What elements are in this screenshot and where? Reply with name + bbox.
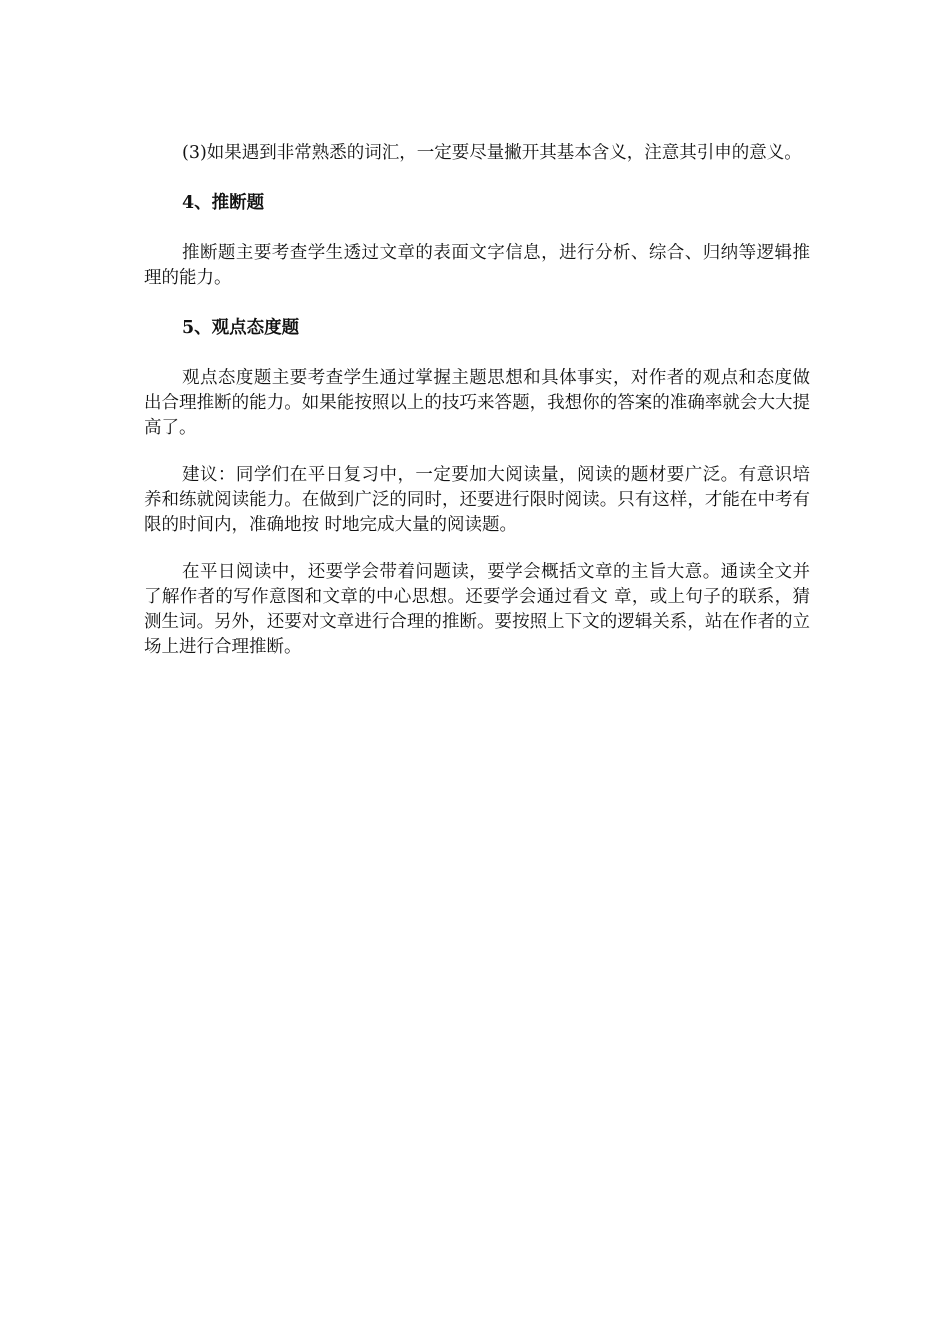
heading-opinion-attitude-questions: 5、观点态度题 (182, 318, 300, 338)
paragraph-vocabulary-tip: (3)如果遇到非常熟悉的词汇，一定要尽量撇开其基本含义，注意其引申的意义。 (182, 143, 802, 163)
heading-inference-questions: 4、推断题 (182, 193, 265, 213)
paragraph-daily-reading-advice: 在平日阅读中，还要学会带着问题读，要学会概括文章的主旨大意。通读全文并了解作者的写作意图和文章的中心思想。还要学会通过看文 章，或上句子的联系，猜测生词。另外，还要对文章进行合理的推断。要按照上下文的逻辑关系，站在作者的立场上进行合理推断。 (144, 562, 810, 657)
paragraph-inference-description: 推断题主要考查学生透过文章的表面文字信息，进行分析、综合、归纳等逻辑推理的能力。 (144, 243, 810, 288)
paragraph-opinion-attitude-description: 观点态度题主要考查学生通过掌握主题思想和具体事实，对作者的观点和态度做出合理推断的能力。如果能按照以上的技巧来答题，我想你的答案的准确率就会大大提高了。 (144, 368, 810, 438)
paragraph-suggestion: 建议：同学们在平日复习中，一定要加大阅读量，阅读的题材要广泛。有意识培养和练就阅读能力。在做到广泛的同时，还要进行限时阅读。只有这样，才能在中考有限的时间内，准确地按 时地完成大量的阅读题。 (144, 465, 810, 535)
document-body (144, 141, 810, 660)
